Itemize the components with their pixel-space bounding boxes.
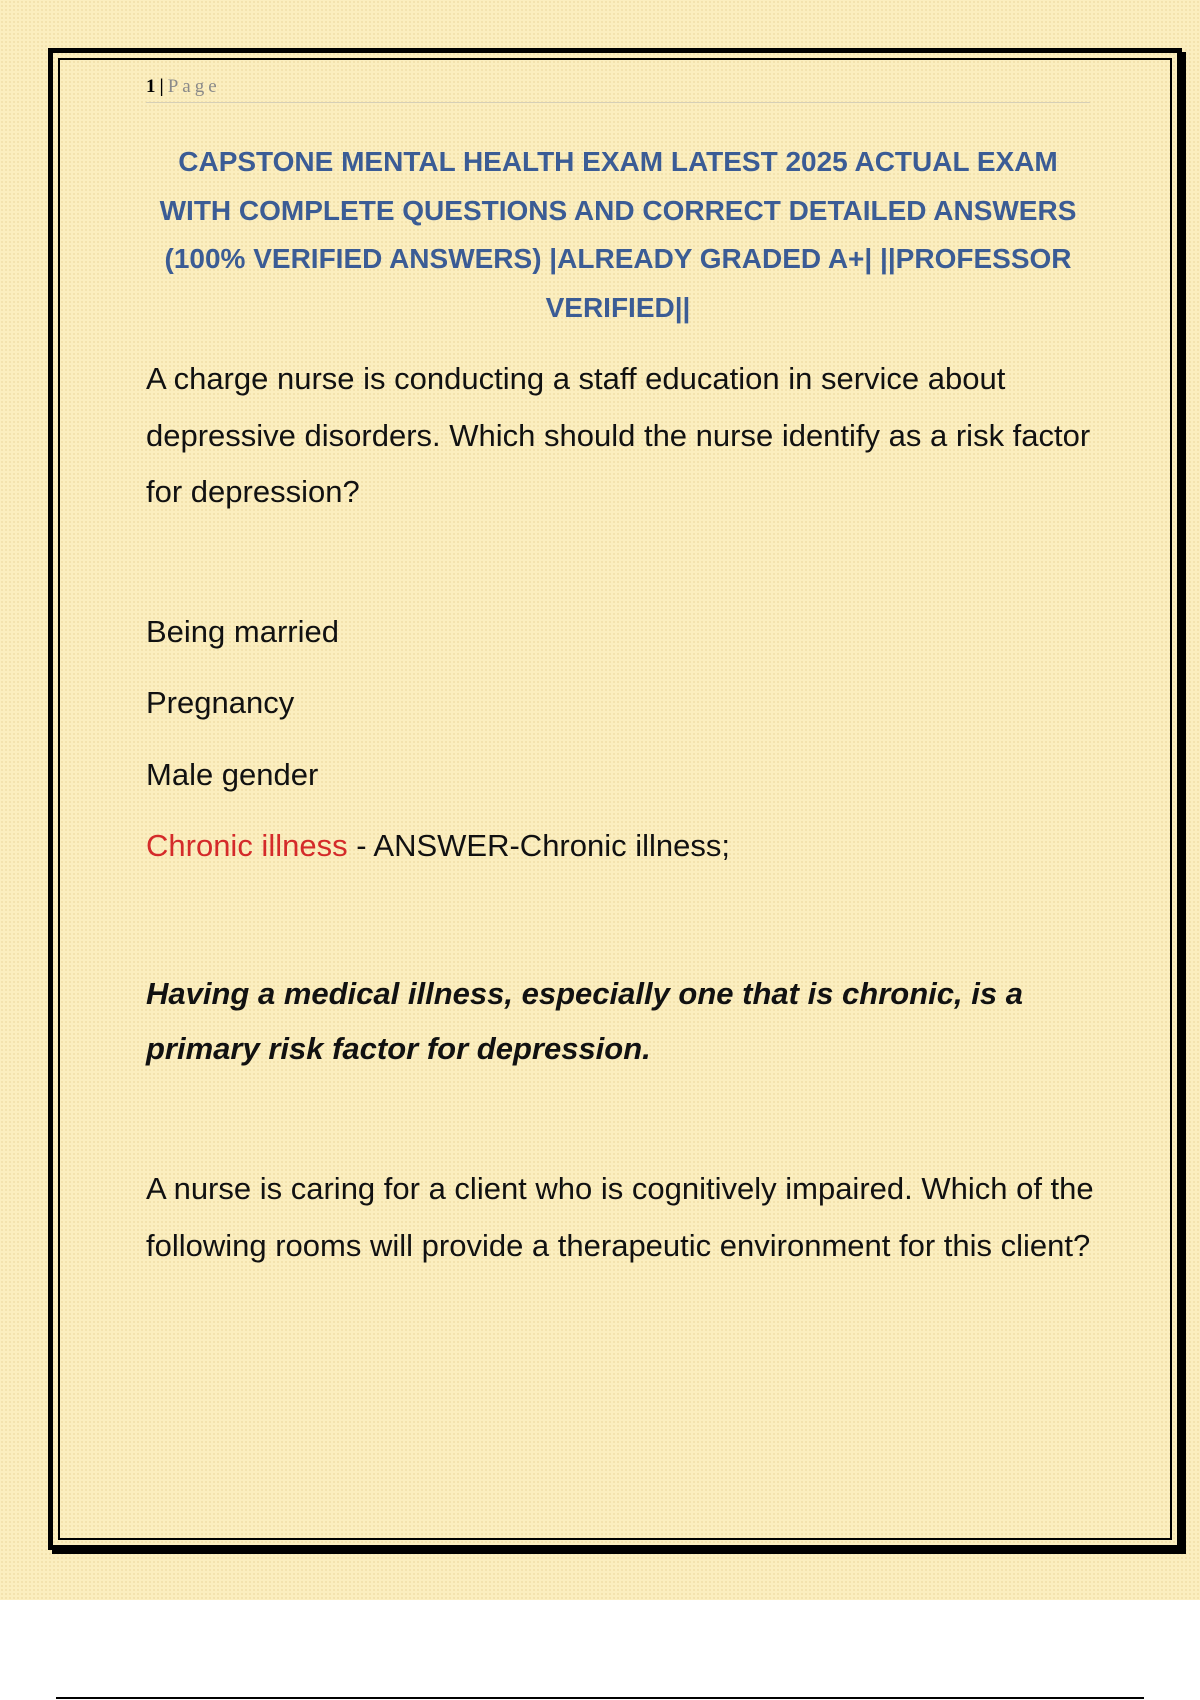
question-1-option-3: Male gender	[146, 757, 319, 792]
page-number: 1	[146, 76, 156, 97]
page-separator: |	[159, 76, 164, 97]
correct-option: Chronic illness	[146, 828, 348, 863]
answer-label: - ANSWER-Chronic illness;	[347, 828, 730, 863]
question-2-text: A nurse is caring for a client who is cognitively impaired. Which of the following rooms will provide a therapeutic environment for this client?	[146, 1171, 1094, 1263]
question-1-text: A charge nurse is conducting a staff education in service about depressive disorders. Which should the nurse identify as a risk factor for depression?	[146, 361, 1091, 509]
question-1-rationale: Having a medical illness, especially one that is chronic, is a primary risk factor for depression.	[146, 976, 1023, 1066]
page-label: Page	[167, 76, 221, 97]
footer-divider	[56, 1697, 1144, 1699]
page-border-shadow-right	[1182, 52, 1186, 1554]
question-1-option-2: Pregnancy	[146, 685, 295, 720]
question-1-option-4	[146, 826, 730, 866]
question-1-option-1: Being married	[146, 614, 339, 649]
page-border-shadow-bottom	[52, 1550, 1186, 1554]
page-header	[146, 74, 1090, 103]
document-title: CAPSTONE MENTAL HEALTH EXAM LATEST 2025 ACTUAL EXAM WITH COMPLETE QUESTIONS AND CORRECT DETAILED ANSWERS (100% VERIFIED ANSWERS) |ALREADY GRADED A+| ||PROFESSOR VERIFIED||	[159, 146, 1077, 323]
